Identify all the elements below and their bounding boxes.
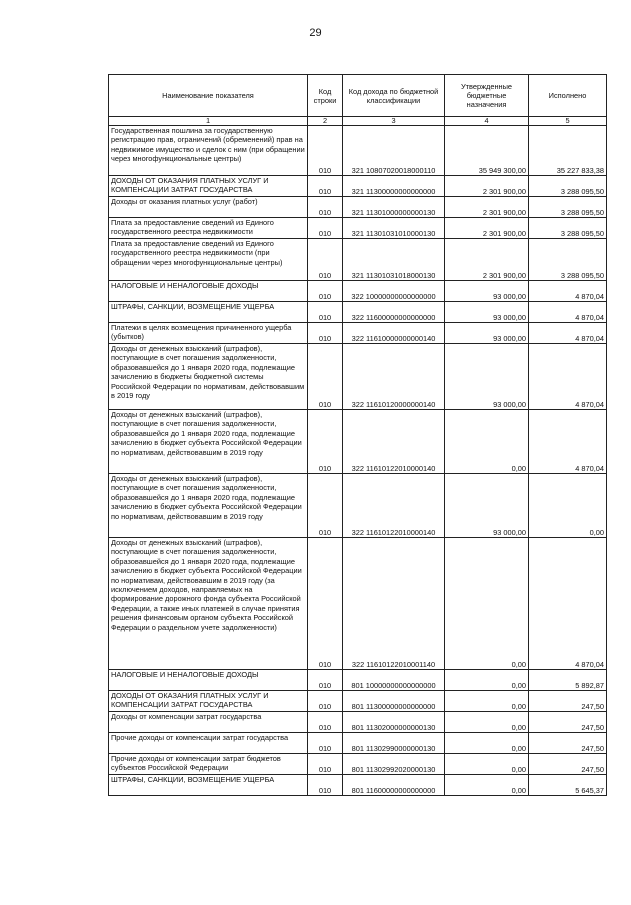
row-code: 010 bbox=[308, 176, 343, 197]
row-kbk: 801 11302990000000130 bbox=[343, 733, 445, 754]
header-name: Наименование показателя bbox=[109, 75, 308, 117]
row-approved: 93 000,00 bbox=[445, 302, 529, 323]
column-number-row bbox=[109, 117, 607, 126]
table-row bbox=[109, 176, 607, 197]
table-row bbox=[109, 712, 607, 733]
row-name: ШТРАФЫ, САНКЦИИ, ВОЗМЕЩЕНИЕ УЩЕРБА bbox=[109, 302, 308, 323]
row-executed: 35 227 833,38 bbox=[529, 126, 607, 176]
column-number: 1 bbox=[109, 117, 308, 126]
row-kbk: 321 11300000000000000 bbox=[343, 176, 445, 197]
row-executed: 3 288 095,50 bbox=[529, 197, 607, 218]
row-approved: 0,00 bbox=[445, 712, 529, 733]
row-executed: 4 870,04 bbox=[529, 538, 607, 670]
row-name: Плата за предоставление сведений из Единого государственного реестра недвижимости (при обращении через многофункциональные центры) bbox=[109, 239, 308, 281]
table-row bbox=[109, 302, 607, 323]
row-approved: 0,00 bbox=[445, 691, 529, 712]
row-executed: 247,50 bbox=[529, 733, 607, 754]
row-kbk: 322 11610000000000140 bbox=[343, 323, 445, 344]
row-code: 010 bbox=[308, 733, 343, 754]
row-code: 010 bbox=[308, 197, 343, 218]
row-code: 010 bbox=[308, 410, 343, 474]
row-name: ДОХОДЫ ОТ ОКАЗАНИЯ ПЛАТНЫХ УСЛУГ И КОМПЕНСАЦИИ ЗАТРАТ ГОСУДАРСТВА bbox=[109, 691, 308, 712]
revenue-table bbox=[108, 74, 607, 796]
table-row bbox=[109, 344, 607, 410]
table-row bbox=[109, 197, 607, 218]
row-code: 010 bbox=[308, 126, 343, 176]
row-code: 010 bbox=[308, 754, 343, 775]
row-kbk: 321 11301031018000130 bbox=[343, 239, 445, 281]
row-executed: 3 288 095,50 bbox=[529, 239, 607, 281]
row-kbk: 801 10000000000000000 bbox=[343, 670, 445, 691]
column-number: 3 bbox=[343, 117, 445, 126]
row-approved: 0,00 bbox=[445, 538, 529, 670]
row-executed: 247,50 bbox=[529, 691, 607, 712]
row-approved: 0,00 bbox=[445, 775, 529, 796]
row-kbk: 321 10807020018000110 bbox=[343, 126, 445, 176]
column-number: 2 bbox=[308, 117, 343, 126]
row-code: 010 bbox=[308, 239, 343, 281]
page-number: 29 bbox=[309, 27, 322, 39]
row-kbk: 801 11300000000000000 bbox=[343, 691, 445, 712]
row-approved: 2 301 900,00 bbox=[445, 218, 529, 239]
row-name: Доходы от денежных взысканий (штрафов), поступающие в счет погашения задолженности, образовавшейся до 1 января 2020 года, подлежащие зачислению в бюджеты бюджетной системы Российской Федерации по нормативам, действовавшим в 2019 году bbox=[109, 344, 308, 410]
row-name: Доходы от денежных взысканий (штрафов), поступающие в счет погашения задолженности, образовавшейся до 1 января 2020 года, подлежащие зачислению в бюджет субъекта Российской Федерации по нормативам, действовавшим в 2019 году (за исключением доходов, направляемых на формирование дорожного фонда субъекта Российской Федерации, а также иных платежей в случае принятия решения финансовым органом субъекта Российской Федерации о раздельном учете задолженности) bbox=[109, 538, 308, 670]
row-kbk: 801 11600000000000000 bbox=[343, 775, 445, 796]
column-number: 4 bbox=[445, 117, 529, 126]
table-row bbox=[109, 239, 607, 281]
row-approved: 0,00 bbox=[445, 410, 529, 474]
row-code: 010 bbox=[308, 538, 343, 670]
row-name: ШТРАФЫ, САНКЦИИ, ВОЗМЕЩЕНИЕ УЩЕРБА bbox=[109, 775, 308, 796]
row-executed: 0,00 bbox=[529, 474, 607, 538]
row-kbk: 322 10000000000000000 bbox=[343, 281, 445, 302]
row-executed: 5 892,87 bbox=[529, 670, 607, 691]
table-row bbox=[109, 670, 607, 691]
row-code: 010 bbox=[308, 474, 343, 538]
row-kbk: 322 11610122010000140 bbox=[343, 410, 445, 474]
row-approved: 93 000,00 bbox=[445, 344, 529, 410]
row-code: 010 bbox=[308, 281, 343, 302]
row-approved: 0,00 bbox=[445, 754, 529, 775]
row-approved: 93 000,00 bbox=[445, 323, 529, 344]
row-code: 010 bbox=[308, 344, 343, 410]
row-code: 010 bbox=[308, 775, 343, 796]
row-kbk: 322 11610122010001140 bbox=[343, 538, 445, 670]
table-row bbox=[109, 281, 607, 302]
row-executed: 5 645,37 bbox=[529, 775, 607, 796]
row-executed: 4 870,04 bbox=[529, 410, 607, 474]
row-executed: 4 870,04 bbox=[529, 323, 607, 344]
row-executed: 4 870,04 bbox=[529, 344, 607, 410]
table-row bbox=[109, 733, 607, 754]
row-approved: 2 301 900,00 bbox=[445, 176, 529, 197]
row-name: Доходы от денежных взысканий (штрафов), поступающие в счет погашения задолженности, образовавшейся до 1 января 2020 года, подлежащие зачислению в бюджет субъекта Российской Федерации по нормативам, действовавшим в 2019 году bbox=[109, 410, 308, 474]
row-name: Доходы от денежных взысканий (штрафов), поступающие в счет погашения задолженности, образовавшейся до 1 января 2020 года, подлежащие зачислению в бюджет субъекта Российской Федерации по нормативам, действовавшим в 2019 году bbox=[109, 474, 308, 538]
row-name: Платежи в целях возмещения причиненного ущерба (убытков) bbox=[109, 323, 308, 344]
table-row bbox=[109, 538, 607, 670]
row-code: 010 bbox=[308, 323, 343, 344]
row-executed: 4 870,04 bbox=[529, 302, 607, 323]
row-kbk: 321 11301000000000130 bbox=[343, 197, 445, 218]
row-approved: 2 301 900,00 bbox=[445, 239, 529, 281]
table-row bbox=[109, 410, 607, 474]
header-approved: Утвержденные бюджетные назначения bbox=[445, 75, 529, 117]
row-executed: 3 288 095,50 bbox=[529, 176, 607, 197]
row-approved: 0,00 bbox=[445, 733, 529, 754]
row-name: Плата за предоставление сведений из Единого государственного реестра недвижимости bbox=[109, 218, 308, 239]
table-row bbox=[109, 218, 607, 239]
row-kbk: 322 11610120000000140 bbox=[343, 344, 445, 410]
row-name: Прочие доходы от компенсации затрат государства bbox=[109, 733, 308, 754]
table-row bbox=[109, 775, 607, 796]
row-approved: 93 000,00 bbox=[445, 474, 529, 538]
row-name: ДОХОДЫ ОТ ОКАЗАНИЯ ПЛАТНЫХ УСЛУГ И КОМПЕНСАЦИИ ЗАТРАТ ГОСУДАРСТВА bbox=[109, 176, 308, 197]
row-code: 010 bbox=[308, 218, 343, 239]
row-kbk: 321 11301031010000130 bbox=[343, 218, 445, 239]
table-row bbox=[109, 691, 607, 712]
header-row bbox=[109, 75, 607, 117]
column-number: 5 bbox=[529, 117, 607, 126]
row-approved: 93 000,00 bbox=[445, 281, 529, 302]
row-approved: 0,00 bbox=[445, 670, 529, 691]
row-name: Прочие доходы от компенсации затрат бюджетов субъектов Российской Федерации bbox=[109, 754, 308, 775]
row-name: Доходы от оказания платных услуг (работ) bbox=[109, 197, 308, 218]
row-code: 010 bbox=[308, 712, 343, 733]
row-executed: 3 288 095,50 bbox=[529, 218, 607, 239]
row-executed: 247,50 bbox=[529, 712, 607, 733]
row-executed: 4 870,04 bbox=[529, 281, 607, 302]
row-name: НАЛОГОВЫЕ И НЕНАЛОГОВЫЕ ДОХОДЫ bbox=[109, 670, 308, 691]
row-name: Государственная пошлина за государственную регистрацию прав, ограничений (обременений) прав на недвижимое имущество и сделок с ним (при обращении через многофункциональные центры) bbox=[109, 126, 308, 176]
row-code: 010 bbox=[308, 670, 343, 691]
header-executed: Исполнено bbox=[529, 75, 607, 117]
table-row bbox=[109, 754, 607, 775]
row-kbk: 322 11600000000000000 bbox=[343, 302, 445, 323]
row-name: Доходы от компенсации затрат государства bbox=[109, 712, 308, 733]
row-kbk: 801 11302000000000130 bbox=[343, 712, 445, 733]
row-code: 010 bbox=[308, 302, 343, 323]
row-name: НАЛОГОВЫЕ И НЕНАЛОГОВЫЕ ДОХОДЫ bbox=[109, 281, 308, 302]
row-approved: 35 949 300,00 bbox=[445, 126, 529, 176]
row-executed: 247,50 bbox=[529, 754, 607, 775]
row-code: 010 bbox=[308, 691, 343, 712]
row-approved: 2 301 900,00 bbox=[445, 197, 529, 218]
table-row bbox=[109, 323, 607, 344]
header-code: Код строки bbox=[308, 75, 343, 117]
table-row bbox=[109, 126, 607, 176]
row-kbk: 322 11610122010000140 bbox=[343, 474, 445, 538]
row-kbk: 801 11302992020000130 bbox=[343, 754, 445, 775]
header-kbk: Код дохода по бюджетной классификации bbox=[343, 75, 445, 117]
table-row bbox=[109, 474, 607, 538]
